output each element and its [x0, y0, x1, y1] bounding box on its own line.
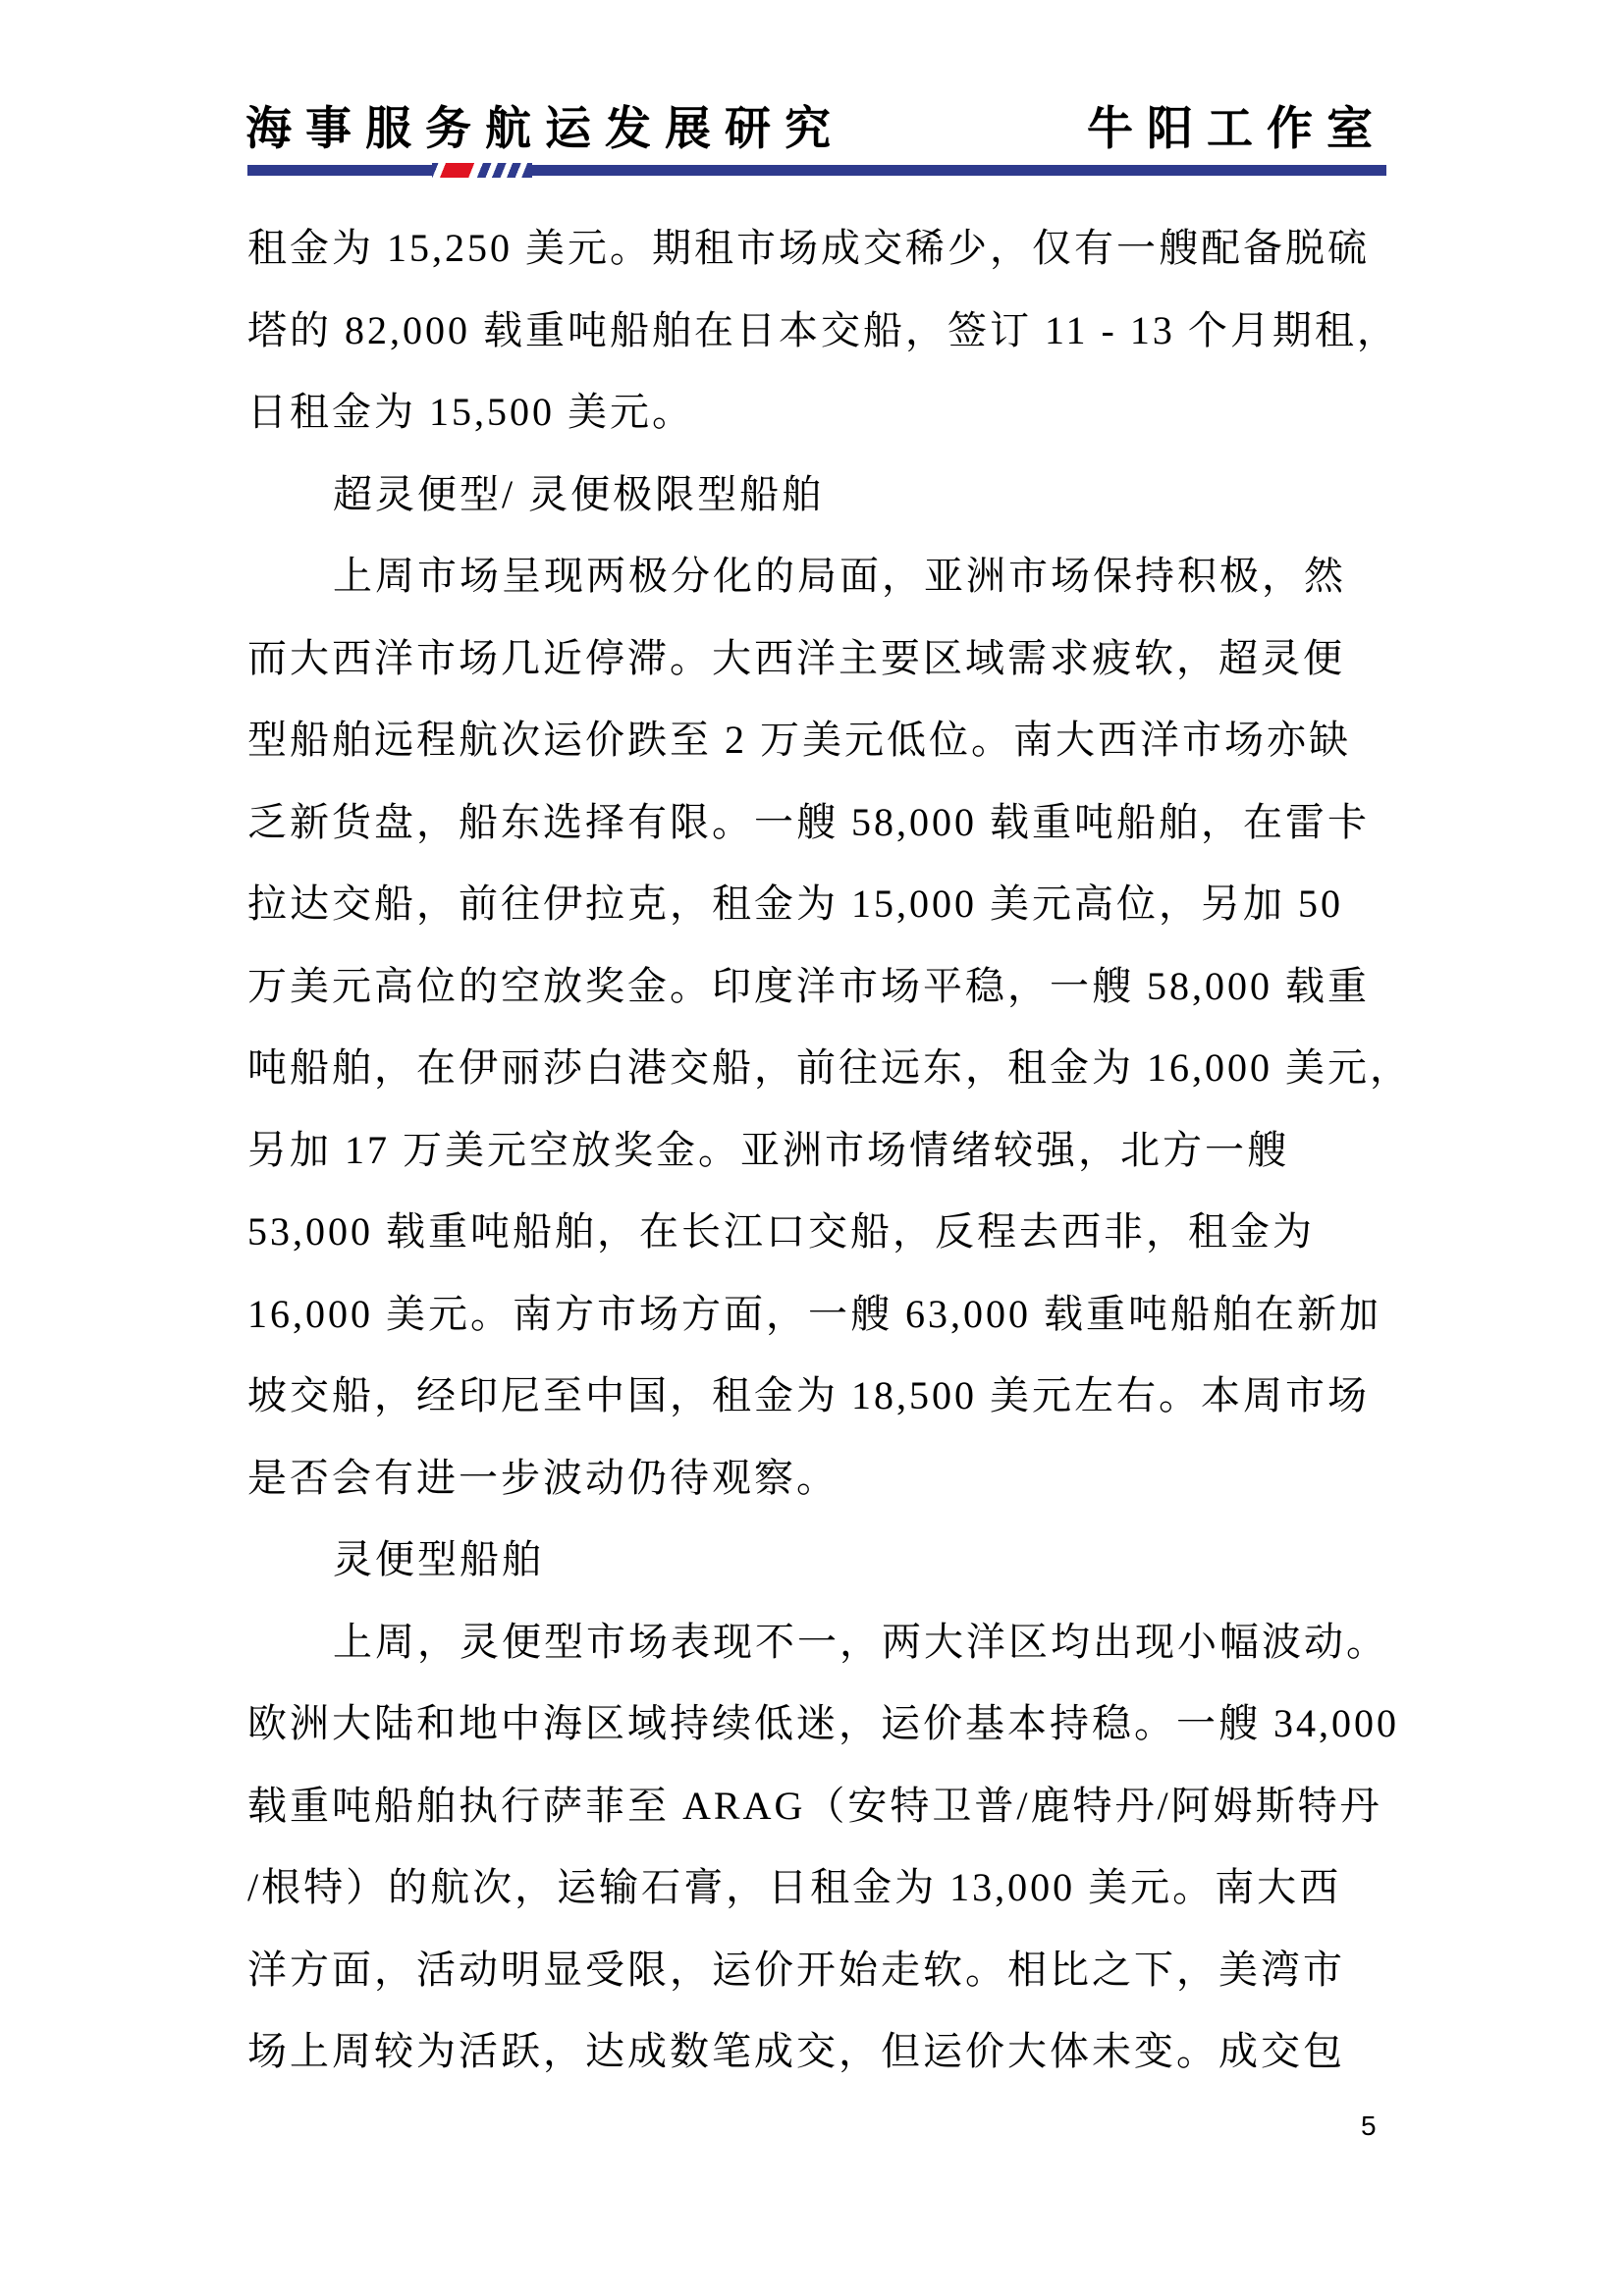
header-divider-rule [247, 165, 1386, 176]
text-line: 上周市场呈现两极分化的局面，亚洲市场保持积极，然 [333, 554, 1346, 598]
text-line: 而大西洋市场几近停滞。大西洋主要区域需求疲软，超灵便 [247, 635, 1345, 680]
document-header [245, 94, 1386, 155]
text-line: 是否会有进一步波动仍待观察。 [247, 1455, 839, 1500]
text-line: 万美元高位的空放奖金。印度洋市场平稳，一艘 58,000 载重 [247, 963, 1370, 1008]
document-body-text [247, 207, 1412, 2093]
text-line: 拉达交船，前往伊拉克，租金为 15,000 美元高位，另加 50 [247, 881, 1343, 926]
header-title-left: 海事服务航运发展研究 [245, 101, 844, 154]
text-line: 洋方面，活动明显受限，运价开始走软。相比之下，美湾市 [247, 1947, 1345, 1992]
header-title-right: 牛阳工作室 [1087, 101, 1386, 154]
text-line: 租金为 15,250 美元。期租市场成交稀少，仅有一艘配备脱硫 [247, 226, 1370, 270]
text-line: 型船舶远程航次运价跌至 2 万美元低位。南大西洋市场亦缺 [247, 718, 1351, 762]
text-line: 超灵便型/ 灵便极限型船舶 [333, 471, 825, 516]
document-footer [1361, 2110, 1377, 2142]
text-line: /根特）的航次，运输石膏，日租金为 13,000 美元。南大西 [247, 1865, 1342, 1909]
text-line: 塔的 82,000 载重吨船舶在日本交船，签订 11 - 13 个月期租， [247, 307, 1399, 352]
text-line: 吨船舶，在伊丽莎白港交船，前往远东，租金为 16,000 美元， [247, 1045, 1412, 1090]
text-line: 灵便型船舶 [333, 1537, 544, 1581]
text-line: 坡交船，经印尼至中国，租金为 18,500 美元左右。本周市场 [247, 1373, 1370, 1417]
text-line: 载重吨船舶执行萨菲至 ARAG（安特卫普/鹿特丹/阿姆斯特丹 [247, 1783, 1382, 1828]
text-line: 53,000 载重吨船舶，在长江口交船，反程去西非，租金为 [247, 1209, 1315, 1254]
text-line: 16,000 美元。南方市场方面，一艘 63,000 载重吨船舶在新加 [247, 1291, 1381, 1336]
divider-accent-stripes-icon [432, 163, 532, 178]
text-line: 乏新货盘，船东选择有限。一艘 58,000 载重吨船舶，在雷卡 [247, 799, 1370, 844]
text-line: 欧洲大陆和地中海区域持续低迷，运价基本持稳。一艘 34,000 [247, 1701, 1399, 1745]
text-line: 另加 17 万美元空放奖金。亚洲市场情绪较强，北方一艘 [247, 1127, 1289, 1172]
text-line: 上周，灵便型市场表现不一，两大洋区均出现小幅波动。 [333, 1619, 1388, 1664]
text-line: 日租金为 15,500 美元。 [247, 390, 694, 434]
page-number: 5 [1361, 2110, 1377, 2141]
text-line: 场上周较为活跃，达成数笔成交，但运价大体未变。成交包 [247, 2029, 1345, 2073]
